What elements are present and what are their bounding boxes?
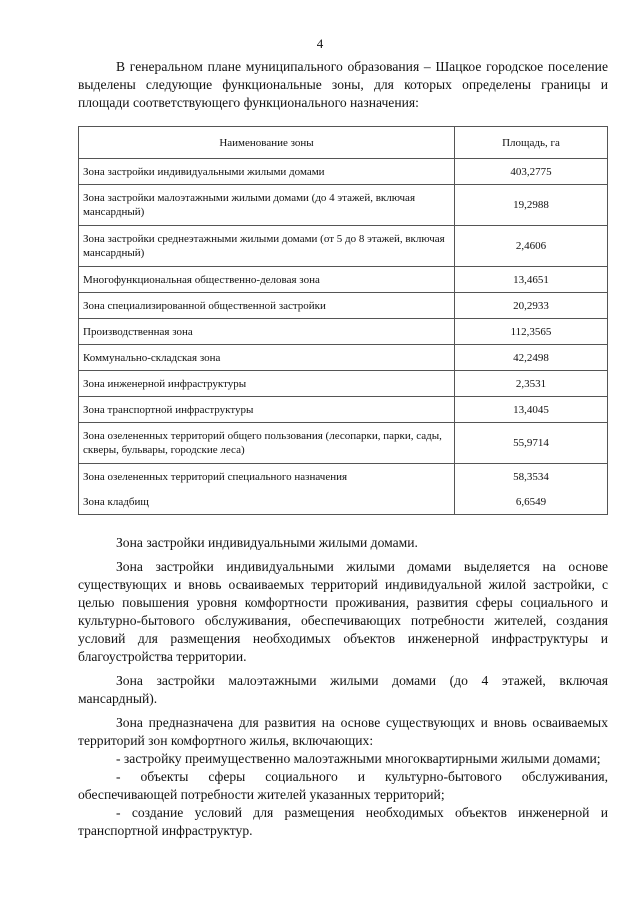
table-row (79, 159, 608, 185)
zone-name: Зона кладбищ (79, 489, 455, 515)
table-row (79, 464, 608, 490)
zone-name: Зона застройки среднеэтажными жилыми домами (от 5 до 8 этажей, включая мансардный) (79, 226, 455, 267)
zones-table (78, 126, 608, 515)
zone-area: 112,3565 (455, 319, 608, 345)
header-area: Площадь, га (455, 127, 608, 159)
list-item: - застройку преимущественно малоэтажными многоквартирными жилыми домами; (116, 751, 601, 766)
header-zone-name: Наименование зоны (79, 127, 455, 159)
zone-name: Зона озелененных территорий специального назначения (79, 464, 455, 490)
table-row (79, 397, 608, 423)
zone-name: Коммунально-складская зона (79, 345, 455, 371)
zone-area: 6,6549 (455, 489, 608, 515)
zone-name: Зона инженерной инфраструктуры (79, 371, 455, 397)
zone-area: 2,3531 (455, 371, 608, 397)
zone-area: 403,2775 (455, 159, 608, 185)
zone-name: Зона застройки индивидуальными жилыми домами (79, 159, 455, 185)
zone-name: Многофункциональная общественно-деловая зона (79, 267, 455, 293)
section-heading: Зона застройки индивидуальными жилыми домами. (116, 535, 418, 550)
section-heading: Зона застройки малоэтажными жилыми домами (до 4 этажей, включая мансардный). (78, 673, 608, 706)
zone-area: 13,4651 (455, 267, 608, 293)
list-item: - объекты сферы социального и культурно-бытового обслуживания, обеспечивающей потребности жителей указанных территорий; (78, 769, 608, 802)
table-row (79, 293, 608, 319)
zone-name: Производственная зона (79, 319, 455, 345)
table-row (79, 345, 608, 371)
zone-area: 58,3534 (455, 464, 608, 490)
zone-area: 13,4045 (455, 397, 608, 423)
zone-area: 20,2933 (455, 293, 608, 319)
page-number: 4 (316, 36, 324, 51)
paragraph: Зона застройки индивидуальными жилыми домами выделяется на основе существующих и вновь осваиваемых территорий индивидуальной жилой застройки, с целью повышения уровня комфортности проживания, развития сферы социального и культурно-бытового обслуживания, обеспечивающих потребности жителей, создания условий для размещения необходимых объектов инженерной инфраструктуры и благоустройства территории. (78, 559, 608, 664)
list-item: - создание условий для размещения необходимых объектов инженерной и транспортной инфраструктур. (78, 805, 608, 838)
table-row (79, 371, 608, 397)
zone-name: Зона застройки малоэтажными жилыми домами (до 4 этажей, включая мансардный) (79, 185, 455, 226)
table-row (79, 226, 608, 267)
table-header-row (79, 127, 608, 159)
zone-name: Зона транспортной инфраструктуры (79, 397, 455, 423)
zone-area: 2,4606 (455, 226, 608, 267)
table-row (79, 319, 608, 345)
zone-name: Зона специализированной общественной застройки (79, 293, 455, 319)
table-row (79, 267, 608, 293)
zone-area: 55,9714 (455, 423, 608, 464)
body-text (78, 534, 608, 840)
paragraph: Зона предназначена для развития на основе существующих и вновь осваиваемых территорий зон комфортного жилья, включающих: (78, 715, 608, 748)
intro-paragraph: В генеральном плане муниципального образования – Шацкое городское поселение выделены следующие функциональные зоны, для которых определены границы и площади соответствующего функционального назначения: (78, 59, 608, 110)
table-row (79, 185, 608, 226)
zone-area: 42,2498 (455, 345, 608, 371)
zone-area: 19,2988 (455, 185, 608, 226)
zone-name: Зона озелененных территорий общего пользования (лесопарки, парки, сады, скверы, бульвары, городские леса) (79, 423, 455, 464)
table-row (79, 489, 608, 515)
table-row (79, 423, 608, 464)
